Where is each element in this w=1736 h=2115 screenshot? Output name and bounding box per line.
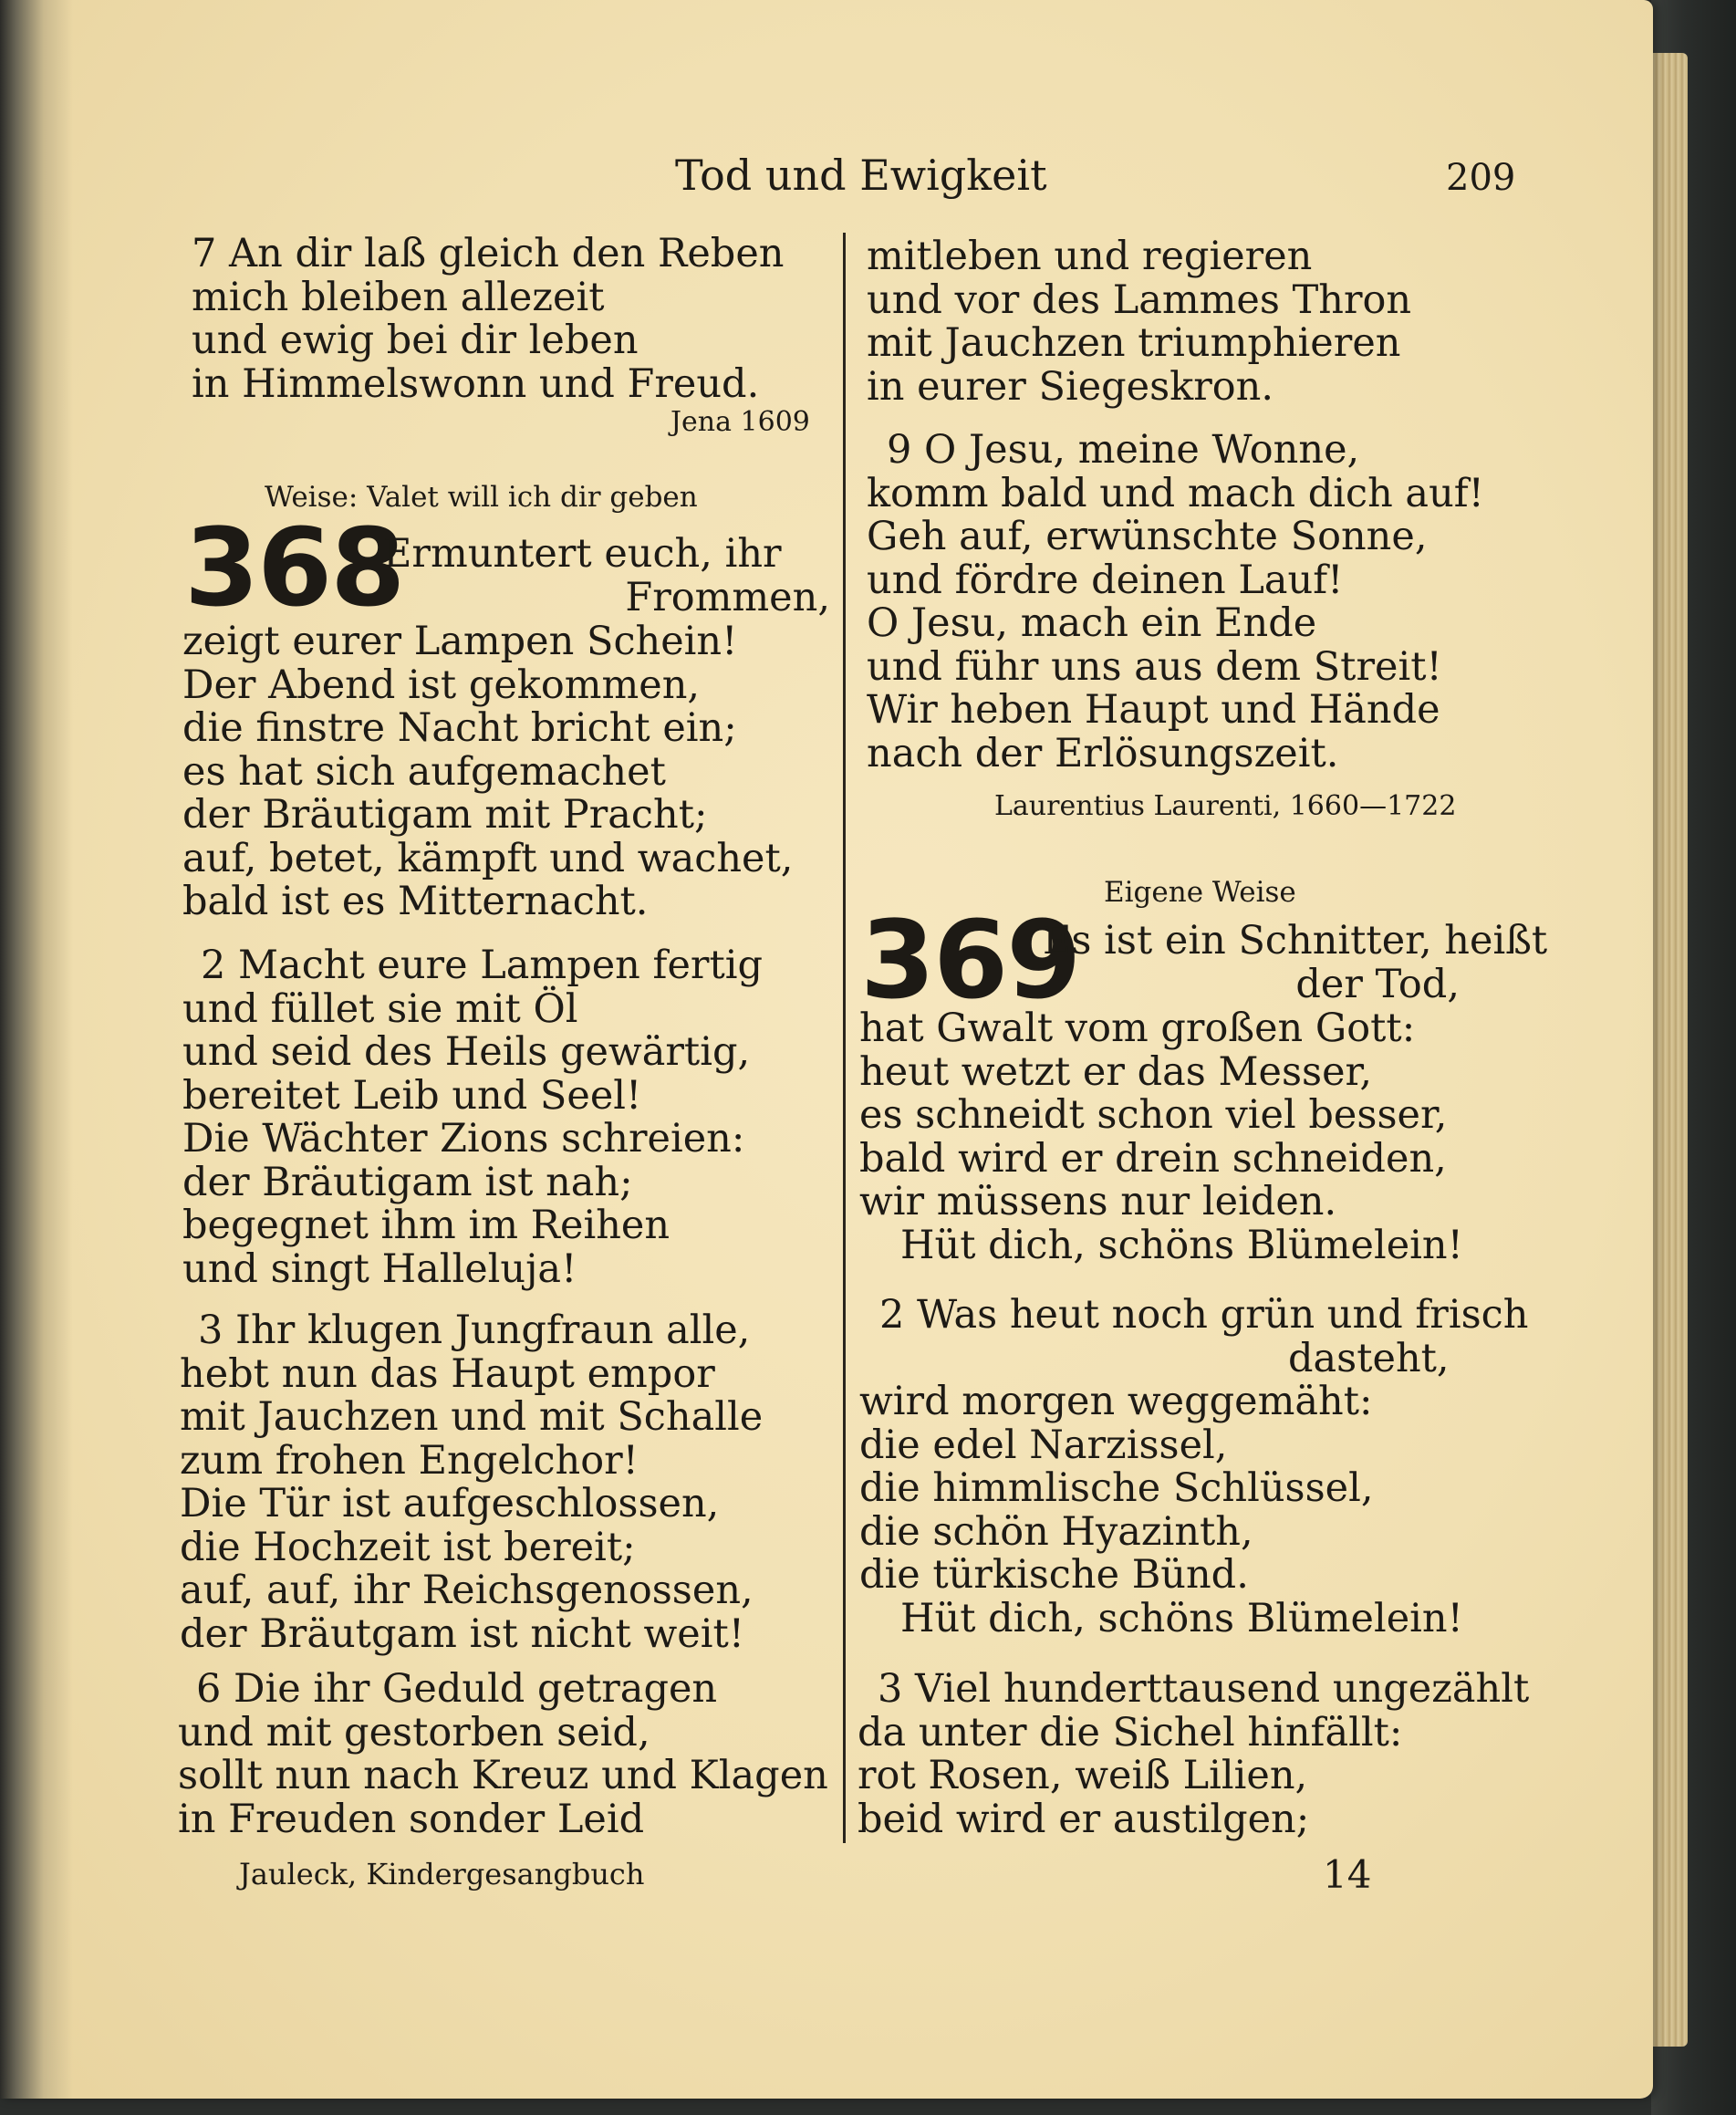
verse-line: sollt nun nach Kreuz und Klagen (178, 1753, 828, 1798)
verse-line: die türkische Bünd. (859, 1552, 1249, 1598)
verse-line: bald ist es Mitternacht. (182, 879, 649, 924)
verse-line: und mit gestorben seid, (178, 1709, 650, 1756)
verse-line: zum frohen Engelchor! (180, 1437, 639, 1484)
hymn-first-line: Es ist ein Schnitter, heißt (1043, 918, 1548, 964)
verse-line: in Freuden sonder Leid (178, 1796, 645, 1842)
verse-line: da unter die Sichel hinfällt: (858, 1709, 1403, 1756)
verse-line: wird morgen weggemäht: (859, 1379, 1373, 1424)
verse-line: wir müssens nur leiden. (859, 1179, 1337, 1224)
verse-line: hebt nun das Haupt empor (180, 1350, 715, 1397)
stanza-3-left (180, 1309, 763, 1656)
verse-line: in eurer Siegeskron. (867, 363, 1274, 410)
stanza-2-right (859, 1294, 1528, 1641)
verse-line: die finstre Nacht bricht ein; (182, 705, 737, 751)
hymn-first-line: Ermuntert euch, ihr (383, 531, 782, 577)
verse-line: und ewig bei dir leben (192, 318, 639, 363)
verse-line: begegnet ihm im Reihen (182, 1203, 670, 1248)
stanza-9-right (867, 429, 1484, 776)
verse-line: 2 Macht eure Lampen fertig (201, 943, 764, 988)
verse-line: die Hochzeit ist bereit; (180, 1524, 636, 1570)
verse-line: auf, betet, kämpft und wachet, (182, 835, 794, 881)
verse-line: und fördre deinen Lauf! (867, 557, 1344, 603)
verse-line: 7 An dir laß gleich den Reben (192, 231, 785, 276)
verse-line: nach der Erlösungszeit. (867, 730, 1339, 776)
hymn-first-line-cont: der Tod, (1295, 962, 1460, 1007)
verse-line: O Jesu, mach ein Ende (867, 600, 1317, 646)
verse-line: die himmlische Schlüssel, (859, 1465, 1374, 1511)
verse-line: Wir heben Haupt und Hände (867, 687, 1440, 733)
melody-note: Eigene Weise (1104, 876, 1296, 909)
running-head: Tod und Ewigkeit (675, 151, 1047, 200)
attribution: Laurentius Laurenti, 1660—1722 (994, 790, 1457, 822)
verse-line: mich bleiben allezeit (192, 274, 605, 320)
verse-line: beid wird er austilgen; (858, 1796, 1310, 1842)
verse-line: und führ uns aus dem Streit! (867, 643, 1442, 690)
verse-line: der Bräutgam ist nicht weit! (180, 1610, 745, 1657)
stanza-2-left (182, 944, 763, 1291)
verse-line: und füllet sie mit Öl (182, 985, 578, 1032)
verse-line-cont: dasteht, (1288, 1335, 1450, 1381)
stanza-1-left (182, 620, 793, 924)
verse-line: und seid des Heils gewärtig, (182, 1029, 751, 1075)
verse-line: die schön Hyazinth, (859, 1508, 1253, 1555)
verse-line: der Bräutigam ist nah; (182, 1159, 633, 1205)
verse-line: und singt Halleluja! (182, 1245, 577, 1292)
verse-line: 2 Was heut noch grün und frisch (879, 1292, 1529, 1338)
refrain-line: Hüt dich, schöns Blümelein! (900, 1222, 1463, 1268)
verse-line: Die Tür ist aufgeschlossen, (180, 1481, 720, 1526)
verse-line: es schneidt schon viel besser, (859, 1092, 1448, 1138)
verse-line: zeigt eurer Lampen Schein! (182, 619, 738, 664)
verse-line: mitleben und regieren (867, 234, 1313, 279)
stanza-7-left (192, 233, 784, 406)
verse-line: rot Rosen, weiß Lilien, (858, 1753, 1308, 1798)
stanza-6-left (178, 1668, 828, 1841)
verse-line: und vor des Lammes Thron (867, 276, 1412, 323)
verse-line: 6 Die ihr Geduld getragen (196, 1666, 718, 1712)
verse-line: Der Abend ist gekommen, (182, 662, 701, 708)
verse-line: mit Jauchzen und mit Schalle (180, 1394, 764, 1440)
melody-note: Weise: Valet will ich dir geben (265, 481, 698, 514)
verse-line: der Bräutigam mit Pracht; (182, 792, 708, 838)
verse-line: hat Gwalt vom großen Gott: (859, 1005, 1416, 1051)
stanza-cont-right (867, 235, 1411, 409)
verse-line: heut wetzt er das Messer, (859, 1048, 1373, 1095)
stanza-3-right (858, 1668, 1529, 1841)
signature-mark: 14 (1323, 1852, 1372, 1897)
verse-line: komm bald und mach dich auf! (867, 470, 1484, 516)
page-number: 209 (1446, 157, 1516, 199)
verse-line: 3 Viel hunderttausend ungezählt (878, 1666, 1530, 1712)
attribution: Jena 1609 (670, 406, 810, 438)
verse-line: Die Wächter Zions schreien: (182, 1116, 745, 1162)
verse-line: bald wird er drein schneiden, (859, 1135, 1447, 1182)
refrain-line: Hüt dich, schöns Blümelein! (900, 1595, 1463, 1641)
page-gutter-shadow (0, 0, 73, 2099)
page-footer: Jauleck, Kindergesangbuch (239, 1857, 645, 1891)
column-divider (843, 233, 846, 1843)
verse-line: auf, auf, ihr Reichsgenossen, (180, 1568, 754, 1613)
verse-line: die edel Narzissel, (859, 1422, 1228, 1468)
verse-line: Geh auf, erwünschte Sonne, (867, 514, 1428, 559)
hymn-number: 369 (860, 897, 1080, 1023)
verse-line: 9 O Jesu, meine Wonne, (887, 427, 1360, 473)
stanza-1-right (859, 1007, 1463, 1267)
hymn-number: 368 (184, 505, 404, 630)
verse-line: bereitet Leib und Seel! (182, 1072, 642, 1119)
verse-line: 3 Ihr klugen Jungfraun alle, (198, 1308, 751, 1353)
verse-line: in Himmelswonn und Freud. (192, 360, 760, 407)
hymn-first-line-cont: Frommen, (625, 575, 830, 620)
verse-line: es hat sich aufgemachet (182, 748, 666, 795)
verse-line: mit Jauchzen triumphieren (867, 320, 1401, 366)
